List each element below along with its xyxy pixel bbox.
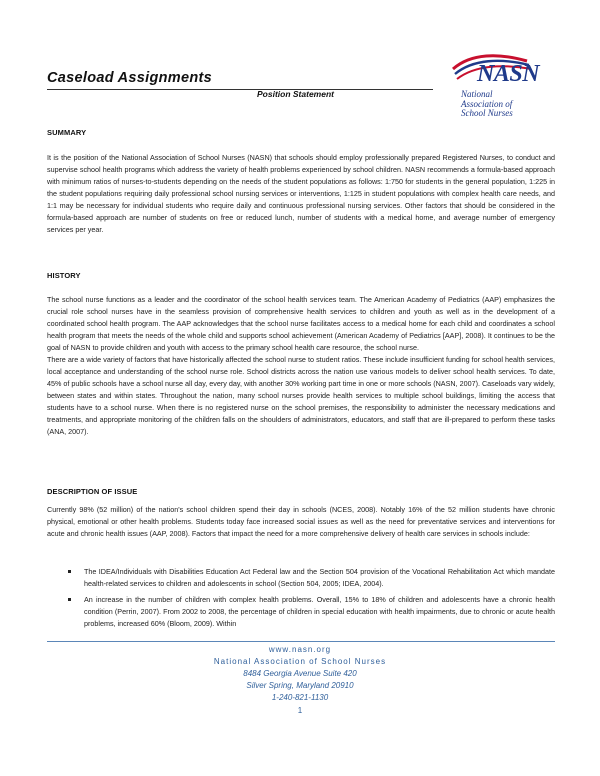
logo-line-2: Association of <box>461 98 513 109</box>
title-rule <box>47 89 433 90</box>
bullet-text: The IDEA/Individuals with Disabilities Education Act Federal law and the Section 504 provision of the Vocational Rehabilitation Act which mandate health-related services to children and adolescents in school (Section 504, 2005; IDEA, 2004). <box>84 567 555 588</box>
footer-website[interactable]: www.nasn.org <box>268 645 332 654</box>
bullet-icon <box>68 598 71 601</box>
issue-text: Currently 98% (52 million) of the nation's school children spend their day in schools (NCES, 2008). Notably 16% of the 52 million students have chronic physical, emotional or other health problems. Students today face increased social issues as well as the need for preventative services and interventions for acute and chronic health issues (AAP, 2008). Factors that impact the need for a more comprehensive delivery of health care services in schools include: <box>47 505 555 538</box>
summary-heading: SUMMARY <box>47 128 87 137</box>
bullet-text: An increase in the number of children with complex health problems. Overall, 15% to 18% of children and adolescents have a chronic health condition (Perrin, 2007). From 2002 to 2008, the percentage of children in special education with health impairments, due to chronic or acute health problems, increased 60% (Bloom, 2009). Within <box>84 595 555 628</box>
list-item <box>47 566 555 590</box>
nasn-logo <box>449 52 561 124</box>
page-number: 1 <box>297 706 303 715</box>
logo-org-name <box>461 90 513 119</box>
logo-line-3: School Nurses <box>461 108 513 118</box>
logo-wordmark: NASN <box>477 61 540 87</box>
footer-city: Silver Spring, Maryland 20910 <box>246 681 354 690</box>
footer-org-name: National Association of School Nurses <box>213 657 387 666</box>
footer-address: 8484 Georgia Avenue Suite 420 <box>243 669 357 678</box>
footer-phone: 1-240-821-1130 <box>271 693 329 702</box>
issue-heading: DESCRIPTION OF ISSUE <box>47 487 138 496</box>
history-paragraph-1: The school nurse functions as a leader and the coordinator of the school health services team. The American Academy of Pediatrics (AAP) emphasizes the crucial role school nurses have in the seamless provision of comprehensive health services to children and youth as well as in the development of a coordinated school health program. The AAP acknowledges that the school nurse facilitates access to a medical home for each child and coordinates a school health program that meets the needs of the whole child and supports school achievement (American Academy of Pediatrics [AAP], 2008). It continues to be the goal of NASN to provide children and youth with access to the primary school health care resource, the school nurse. <box>47 295 555 352</box>
document-title: Caseload Assignments <box>47 70 213 86</box>
list-item <box>47 594 555 630</box>
issue-bullet-list <box>47 566 555 634</box>
footer-rule <box>47 641 555 642</box>
document-subtitle: Position Statement <box>257 89 334 99</box>
summary-text: It is the position of the National Association of School Nurses (NASN) that schools should employ professionally prepared Registered Nurses, to conduct and supervise school health programs which address the variety of health problems experienced by school children. NASN recommends a formula-based approach with minimum ratios of nurses-to-students depending on the needs of the student populations as follows: 1:750 for students in the general population, 1:225 in the student populations requiring daily professional school nursing services or interventions, 1:125 in student populations with complex health care needs, and 1:1 may be necessary for individual students who require daily and continuous professional nursing services. Other factors that should be considered in the formula-based approach are number of students on free or reduced lunch, number of students with a medical home, and average number of emergency services per year. <box>47 153 555 234</box>
history-heading: HISTORY <box>47 271 81 280</box>
bullet-icon <box>68 570 71 573</box>
logo-line-1: National <box>461 89 493 99</box>
history-paragraph-2: There are a wide variety of factors that have historically affected the school nurse to student ratios. These include insufficient funding for school health services, local acceptance and understanding of the school nurse role. School districts across the nation use various models to deliver school health services. To date, 45% of public schools have a school nurse all day, every day, with another 30% working part time in one or more schools (NASN, 2007). Caseloads vary widely, between states and within states. Throughout the nation, many school nurses provide health services to multiple school buildings, limiting the access that students have to a school nurse. When there is no registered nurse on the school premises, the responsibility to administer the necessary medications and treatments, and appropriate monitoring of the children falls on the shoulders of administrators, educators, and staff that are ill-prepared to perform these tasks (ANA, 2007). <box>47 355 555 436</box>
